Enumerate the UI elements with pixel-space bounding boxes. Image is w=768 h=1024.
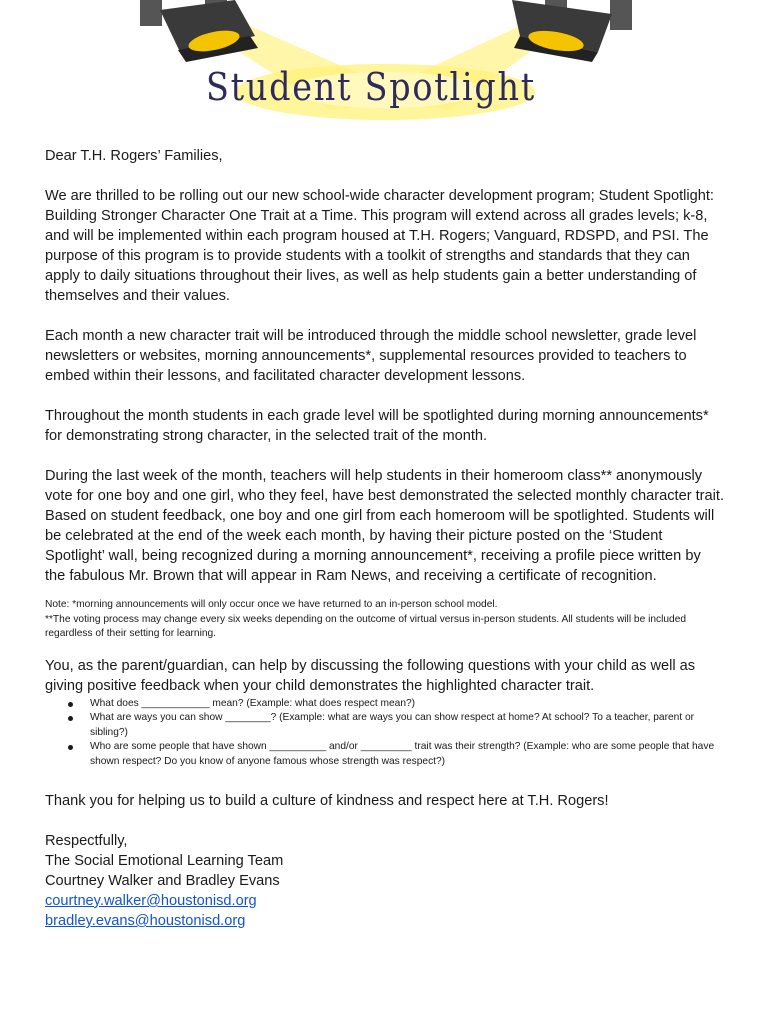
intro-paragraph: We are thrilled to be rolling out our new school-wide character development program; Student Spotlight: Building Stronger Character One Trait at a Time. This program will extend across all grades levels; k-8, and will be implemented within each program housed at T.H. Rogers; Vanguard, RDSPD, and PSI. The purpose of this program is to provide students with a toolkit of strengths and standards that they can apply to daily situations throughout their lives, as well as help students gain a better understanding of themselves and their values. <box>45 188 714 304</box>
greeting: Dear T.H. Rogers’ Families, <box>45 148 223 164</box>
author-names: Courtney Walker and Bradley Evans <box>45 873 280 889</box>
signature-block <box>45 831 725 931</box>
team-name: The Social Emotional Learning Team <box>45 853 284 869</box>
note-voting: **The voting process may change every six weeks depending on the outcome of virtual versus in-person students. All students will be included regardless of their setting for learning. <box>45 613 687 639</box>
closing: Respectfully, <box>45 833 128 849</box>
parent-paragraph: You, as the parent/guardian, can help by discussing the following questions with your child as well as giving positive feedback when your child demonstrates the highlighted character trait. <box>45 657 696 694</box>
list-item: Who are some people that have shown __________ and/or _________ trait was their strength? (Example: who are some people that have shown respect? Do you know of anyone famous whose strength was respect?) <box>90 740 725 769</box>
email-link-courtney[interactable]: courtney.walker@houstonisd.org <box>45 893 257 909</box>
header-banner <box>0 0 768 125</box>
letter-body <box>45 146 725 931</box>
spotlight-right-icon <box>512 0 632 62</box>
note-announcements: Note: *morning announcements will only occur once we have returned to an in-person school model. <box>45 599 498 610</box>
list-item: What does ____________ mean? (Example: what does respect mean?) <box>90 697 725 712</box>
spotlight-left-icon <box>140 0 258 62</box>
monthly-trait-paragraph: Each month a new character trait will be introduced through the middle school newsletter, grade level newsletters or websites, morning announcements*, supplemental resources provided to teachers to embed within their lessons, and facilitated character development lessons. <box>45 328 697 384</box>
question-list <box>45 697 725 770</box>
thanks-paragraph: Thank you for helping us to build a culture of kindness and respect here at T.H. Rogers! <box>45 793 609 809</box>
spotlight-paragraph: Throughout the month students in each grade level will be spotlighted during morning announcements* for demonstrating strong character, in the selected trait of the month. <box>45 408 709 444</box>
voting-paragraph: During the last week of the month, teachers will help students in their homeroom class** anonymously vote for one boy and one girl, who they feel, have best demonstrated the selected monthly character trait. Based on student feedback, one boy and one girl from each homeroom will be spotlighted. Students will be celebrated at the end of the week each month, by having their picture posted on the ‘Student Spotlight’ wall, being recognized during a morning announcement*, receiving a profile piece written by the fabulous Mr. Brown that will appear in Ram News, and receiving a certificate of recognition. <box>45 468 725 584</box>
list-item: What are ways you can show ________? (Example: what are ways you can show respect at home? At school? To a teacher, parent or sibling?) <box>90 711 725 740</box>
page-title: Student Spotlight <box>206 65 536 109</box>
notes <box>45 598 725 642</box>
email-link-bradley[interactable]: bradley.evans@houstonisd.org <box>45 913 246 929</box>
